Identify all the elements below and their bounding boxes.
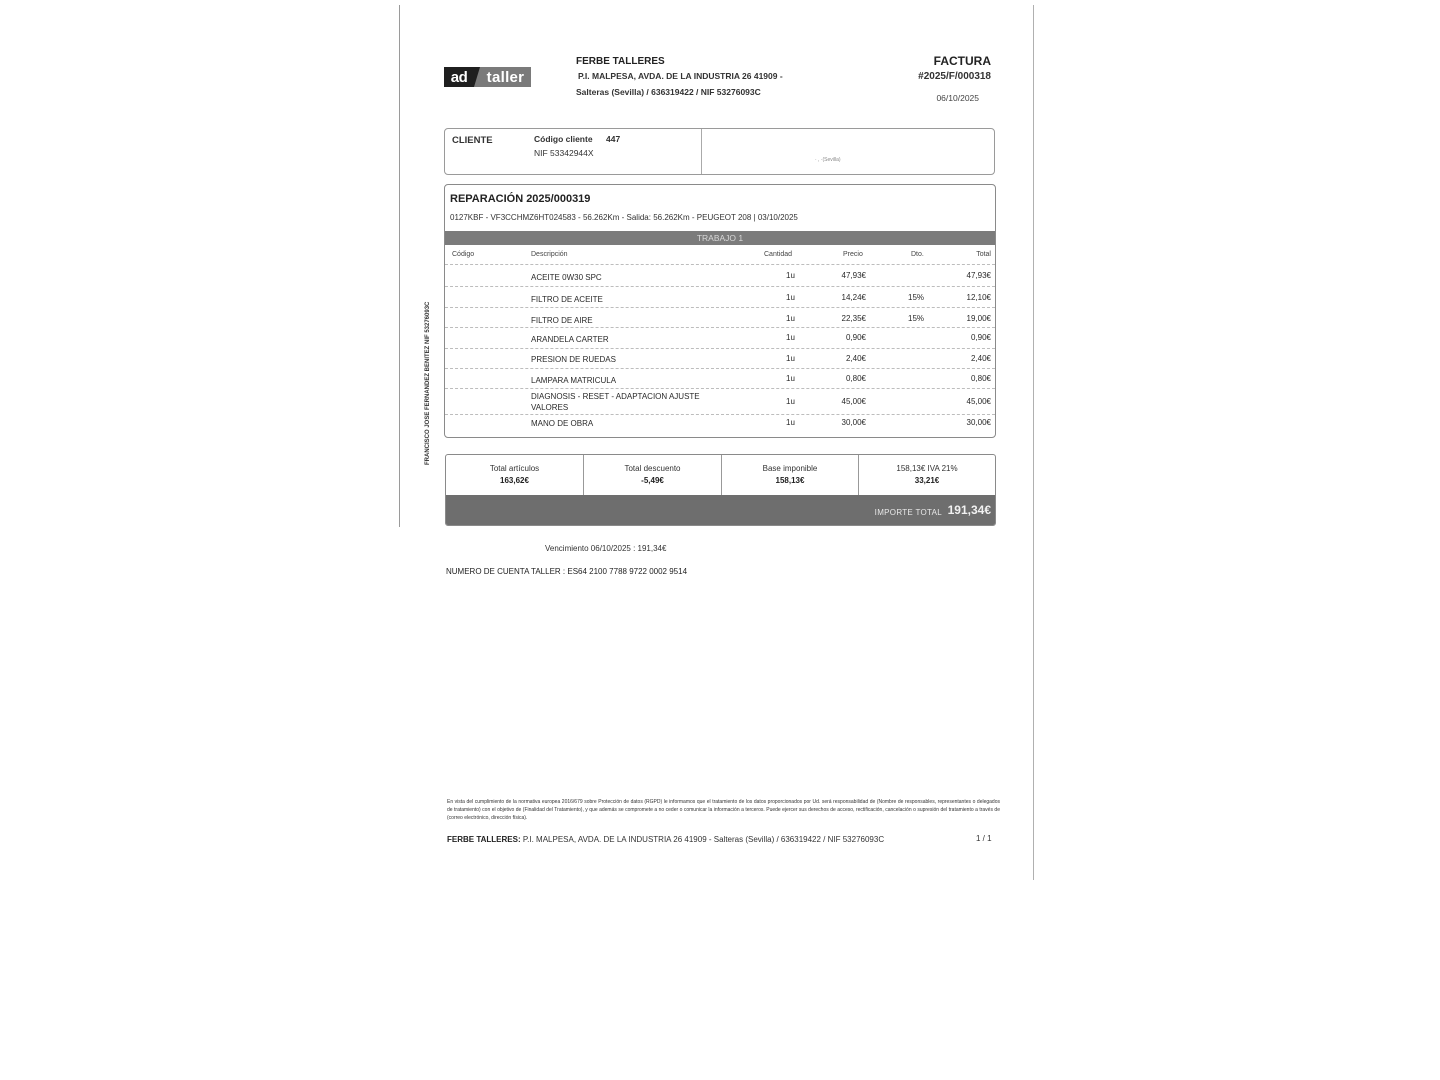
client-box — [444, 128, 995, 175]
vat-cell — [859, 455, 995, 495]
item-total: 0,90€ — [970, 333, 991, 342]
total-discount-label: Total descuento — [624, 464, 681, 473]
client-address-fragment: · , ·(Sevilla) — [815, 157, 841, 163]
column-header-discount: Dto. — [911, 251, 924, 258]
column-header-total: Total — [976, 251, 991, 258]
item-total: 19,00€ — [966, 314, 991, 323]
column-header-description: Descripción — [531, 251, 568, 258]
column-header-quantity: Cantidad — [764, 251, 793, 258]
repair-title: REPARACIÓN 2025/000319 — [450, 193, 591, 205]
item-total: 47,93€ — [966, 271, 991, 280]
item-description: MANO DE OBRA — [531, 419, 594, 428]
logo-ad: ad — [444, 67, 474, 87]
invoice-date: 06/10/2025 — [936, 93, 979, 103]
company-logo — [444, 67, 531, 87]
table-row — [445, 388, 995, 414]
client-label: CLIENTE — [452, 135, 493, 146]
item-quantity: 1u — [786, 397, 795, 406]
item-total: 45,00€ — [966, 397, 991, 406]
total-items-value: 163,62€ — [500, 476, 529, 485]
table-row — [445, 264, 995, 285]
item-price: 2,40€ — [845, 354, 866, 363]
invoice-number: #2025/F/000318 — [918, 71, 991, 82]
logo-taller: taller — [480, 67, 531, 87]
table-row — [445, 286, 995, 307]
table-row — [445, 414, 995, 435]
item-price: 0,80€ — [845, 374, 866, 383]
item-price: 22,35€ — [841, 314, 866, 323]
item-total: 2,40€ — [970, 354, 991, 363]
tax-base-label: Base imponible — [762, 464, 818, 473]
page-edge-left — [399, 5, 400, 527]
column-header-price: Precio — [843, 251, 863, 258]
footer-company-name: FERBE TALLERES: — [447, 835, 521, 844]
table-row — [445, 307, 995, 328]
item-quantity: 1u — [786, 293, 795, 302]
page-edge-right — [1033, 5, 1034, 880]
bank-account-line: NUMERO DE CUENTA TALLER : ES64 2100 7788 9722 0002 9514 — [446, 567, 688, 576]
item-description: PRESION DE RUEDAS — [531, 355, 616, 364]
item-quantity: 1u — [786, 418, 795, 427]
company-address-line1: P.I. MALPESA, AVDA. DE LA INDUSTRIA 26 41909 - — [578, 71, 783, 81]
vat-value: 33,21€ — [914, 476, 940, 485]
total-items-cell — [446, 455, 584, 495]
tax-base-value: 158,13€ — [775, 476, 805, 485]
vat-label: 158,13€ IVA 21% — [896, 464, 958, 473]
item-description: ARANDELA CARTER — [531, 335, 609, 344]
grand-total-bar — [446, 495, 995, 525]
totals-box — [445, 454, 996, 526]
item-quantity: 1u — [786, 314, 795, 323]
item-quantity: 1u — [786, 374, 795, 383]
client-box-divider — [701, 129, 702, 174]
item-price: 47,93€ — [841, 271, 866, 280]
item-description: ACEITE 0W30 SPC — [531, 273, 602, 282]
item-quantity: 1u — [786, 354, 795, 363]
item-quantity: 1u — [786, 333, 795, 342]
client-code-label: Código cliente — [534, 134, 593, 144]
company-name: FERBE TALLERES — [576, 56, 665, 67]
item-price: 0,90€ — [845, 333, 866, 342]
grand-total-value: 191,34€ — [947, 503, 991, 517]
repair-vehicle-info: 0127KBF - VF3CCHMZ6HT024583 - 56.262Km - Salida: 56.262Km - PEUGEOT 208 | 03/10/2025 — [450, 213, 798, 222]
repair-box — [444, 184, 996, 438]
total-discount-value: -5,49€ — [641, 476, 664, 485]
item-description: FILTRO DE AIRE — [531, 316, 593, 325]
table-row — [445, 327, 995, 348]
tax-base-cell — [722, 455, 859, 495]
item-discount: 15% — [908, 314, 925, 323]
item-description: FILTRO DE ACEITE — [531, 295, 603, 304]
item-quantity: 1u — [786, 271, 795, 280]
due-date-line: Vencimiento 06/10/2025 : 191,34€ — [545, 544, 667, 553]
item-discount: 15% — [908, 293, 925, 302]
column-header-code: Código — [452, 251, 475, 258]
footer-company-address: P.I. MALPESA, AVDA. DE LA INDUSTRIA 26 41909 - Salteras (Sevilla) / 636319422 / NIF 53276093C — [520, 835, 885, 844]
item-price: 45,00€ — [841, 397, 866, 406]
table-row — [445, 368, 995, 389]
total-items-label: Total artículos — [489, 464, 540, 473]
grand-total-label: IMPORTE TOTAL — [874, 508, 942, 517]
table-row — [445, 348, 995, 369]
item-total: 30,00€ — [966, 418, 991, 427]
total-discount-cell — [584, 455, 722, 495]
item-description: LAMPARA MATRICULA — [531, 376, 617, 385]
client-nif: NIF 53342944X — [534, 148, 594, 158]
page-number: 1 / 1 — [976, 834, 992, 843]
side-vertical-text: FRANCISCO JOSE FERNANDEZ BENITEZ NIF 53276093C — [425, 301, 431, 465]
item-price: 14,24€ — [841, 293, 866, 302]
item-description: DIAGNOSIS - RESET - ADAPTACION AJUSTE VALORES — [531, 392, 700, 412]
privacy-legal-text: En vista del cumplimiento de la normativa europea 2016/679 sobre Protección de datos (RGPD) le informamos que el tratamiento de los datos proporcionados por Ud. será responsabilidad de (Nombre de responsables, representantes o delegados de tratamiento) con el objetivo de (Finalidad del Tratamiento), y que además se compromete a no ceder o comunicar la información a terceros. Puede ejercer sus derechos de acceso, rectificación, cancelación o supresión del tratamiento a través de (correo electrónico, dirección física). — [447, 799, 1000, 821]
company-address-line2: Salteras (Sevilla) / 636319422 / NIF 53276093C — [576, 87, 761, 97]
footer-company-line — [447, 835, 884, 844]
client-code: 447 — [606, 134, 621, 144]
item-price: 30,00€ — [841, 418, 866, 427]
item-total: 12,10€ — [966, 293, 991, 302]
item-total: 0,80€ — [970, 374, 991, 383]
work-section-bar: TRABAJO 1 — [445, 231, 995, 245]
document-type: FACTURA — [933, 54, 991, 68]
